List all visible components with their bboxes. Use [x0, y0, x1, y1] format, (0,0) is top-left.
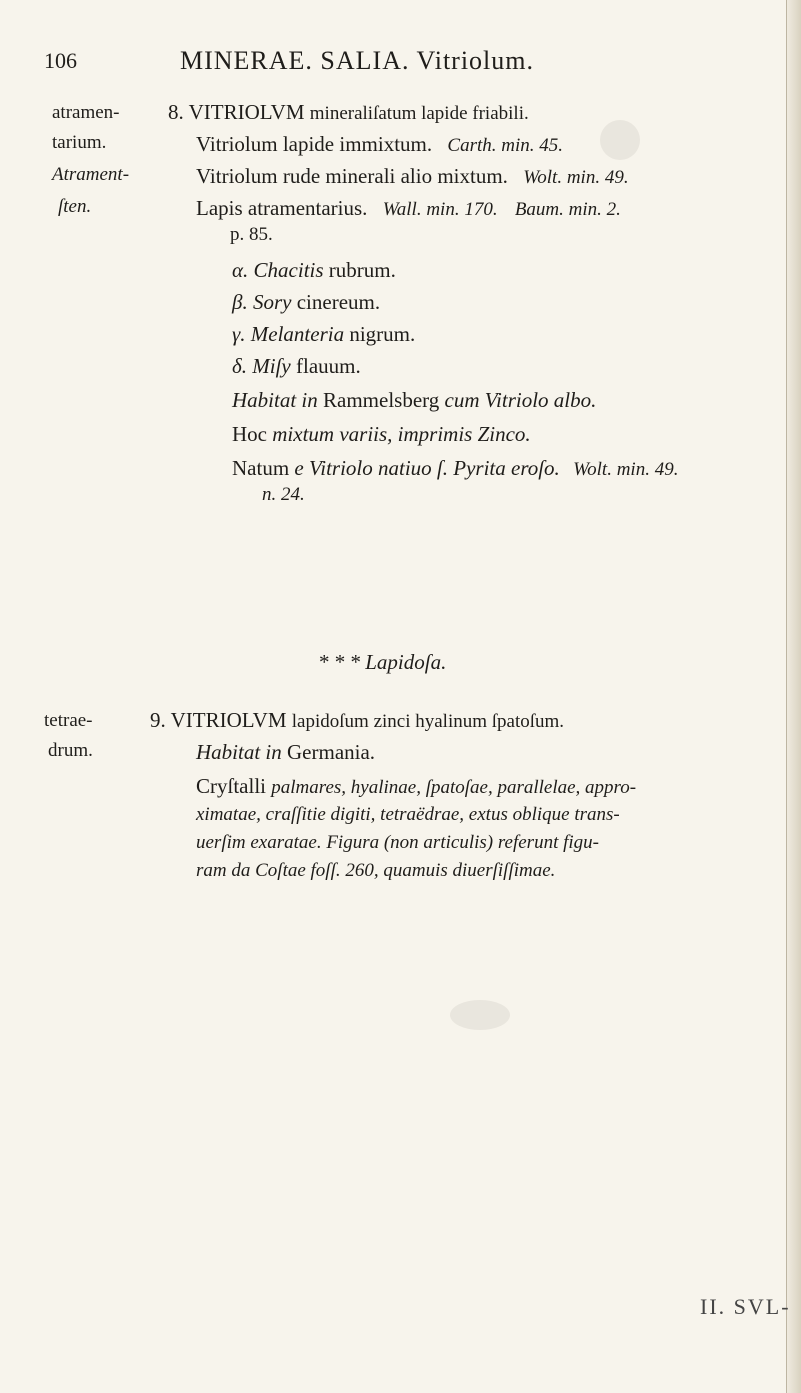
- description-line: ximatae, craſſitie digiti, tetraëdrae, extus oblique trans-: [196, 804, 620, 825]
- section-heading: * * * Lapidoſa.: [318, 650, 447, 674]
- description-line: ram da Coſtae foſſ. 260, quamuis diuerſiſſimae.: [196, 860, 556, 881]
- synonym: Lapis atramentarius.: [196, 196, 368, 220]
- entry-name: VITRIOLVM: [170, 708, 287, 732]
- margin-note: atramen-: [52, 102, 120, 123]
- entry-9-title: [150, 708, 564, 733]
- margin-note: Atrament-: [52, 164, 130, 185]
- reference: Wolt. min. 49.: [573, 459, 679, 480]
- variety-delta: δ. Miſy flauum.: [232, 354, 361, 378]
- entry-number: 8.: [168, 100, 184, 124]
- paper-stain: [450, 1000, 510, 1030]
- reference: Baum. min. 2.: [514, 199, 621, 220]
- reference: Wall. min. 170.: [382, 199, 498, 220]
- catchword: II. SVL-: [700, 1294, 791, 1319]
- margin-note: tetrae-: [44, 710, 93, 731]
- margin-note: drum.: [48, 740, 93, 761]
- entry-name: VITRIOLVM: [188, 100, 305, 124]
- natum-line: Natum e Vitriolo natiuo ſ. Pyrita eroſo. Wolt. min. 49.: [232, 456, 679, 480]
- page-edge: [786, 0, 801, 1393]
- description-line: Cryſtalli palmares, hyalinae, ſpatoſae, parallelae, appro-: [196, 774, 637, 798]
- synonym: Vitriolum rude minerali alio mixtum.: [196, 164, 508, 188]
- description-line: uerſim exaratae. Figura (non articulis) referunt figu-: [196, 832, 599, 853]
- habitat-line: Habitat in Rammelsberg cum Vitriolo albo.: [232, 388, 597, 412]
- margin-note: ſten.: [58, 196, 92, 217]
- reference-continuation: p. 85.: [230, 224, 273, 245]
- margin-note: tarium.: [52, 132, 107, 153]
- running-title: MINERAE. SALIA. Vitriolum.: [180, 46, 535, 75]
- reference: Wolt. min. 49.: [523, 167, 629, 188]
- reference-continuation: n. 24.: [262, 484, 305, 505]
- synonym: Vitriolum lapide immixtum.: [196, 132, 433, 156]
- synonym-line: [196, 132, 563, 157]
- entry-8-title: [168, 100, 529, 125]
- reference: Carth. min. 45.: [447, 135, 563, 156]
- entry-description: mineraliſatum lapide friabili.: [309, 103, 529, 124]
- variety-beta: β. Sory cinereum.: [232, 290, 381, 314]
- hoc-line: Hoc mixtum variis, imprimis Zinco.: [232, 422, 531, 446]
- variety-gamma: γ. Melanteria nigrum.: [232, 322, 416, 346]
- habitat-line: Habitat in Germania.: [196, 740, 376, 764]
- variety-alpha: α. Chacitis rubrum.: [232, 258, 396, 282]
- synonym-line: [196, 164, 629, 189]
- entry-description: lapidoſum zinci hyalinum ſpatoſum.: [291, 711, 565, 732]
- page-number: 106: [44, 48, 77, 73]
- paper-stain: [600, 120, 640, 160]
- entry-number: 9.: [150, 708, 166, 732]
- synonym-line: [196, 196, 621, 221]
